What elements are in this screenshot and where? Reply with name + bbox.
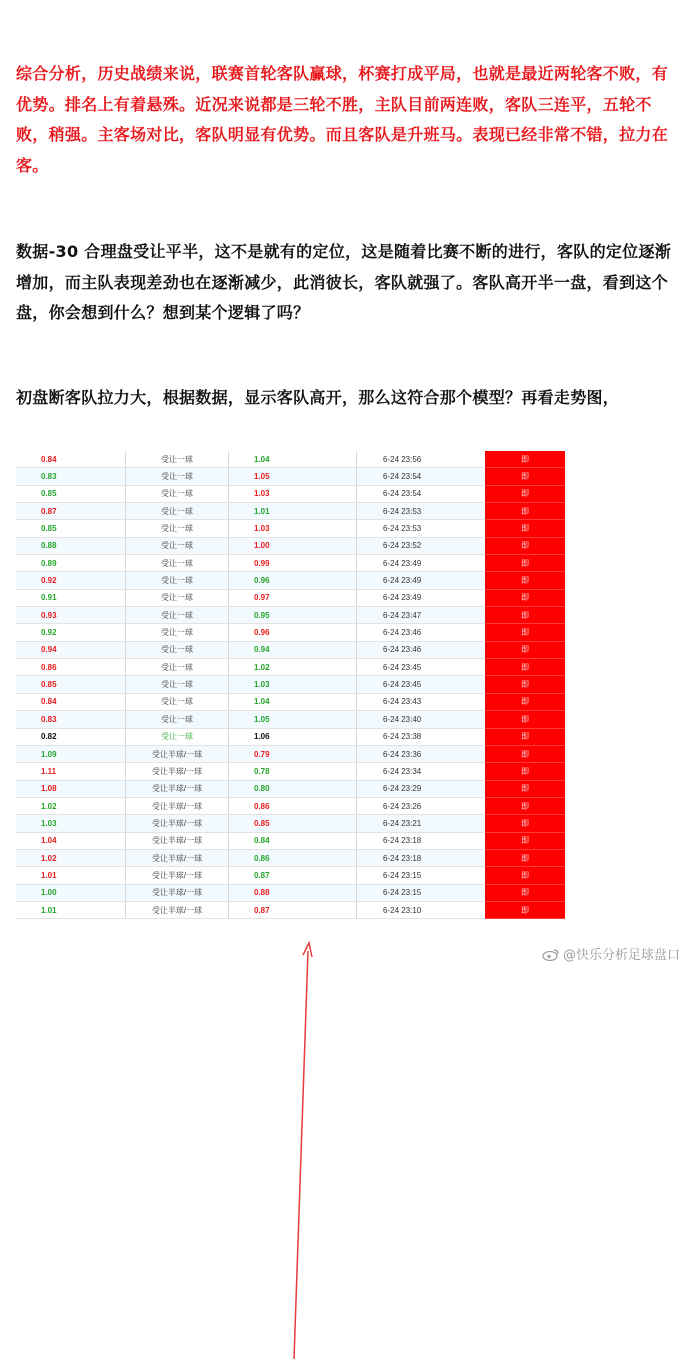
handicap-line-cell: 受让一球	[126, 641, 229, 658]
odds-row	[16, 815, 565, 832]
odds-row	[16, 728, 565, 745]
handicap-line-cell: 受让一球	[126, 468, 229, 485]
handicap-line-cell: 受让一球	[126, 728, 229, 745]
away-odds-cell: 0.78	[229, 763, 357, 780]
odds-row	[16, 867, 565, 884]
change-time-cell: 6-24 23:54	[357, 485, 486, 502]
odds-table	[16, 451, 565, 919]
odds-row	[16, 485, 565, 502]
odds-row	[16, 693, 565, 710]
change-time-cell: 6-24 23:49	[357, 589, 486, 606]
away-odds-cell: 0.99	[229, 555, 357, 572]
away-odds-cell: 0.94	[229, 641, 357, 658]
handicap-line-cell: 受让一球	[126, 555, 229, 572]
home-odds-cell: 1.04	[16, 832, 126, 849]
instant-status-cell: 即	[485, 676, 565, 693]
instant-status-cell: 即	[485, 520, 565, 537]
instant-status-cell: 即	[485, 659, 565, 676]
odds-row	[16, 589, 565, 606]
home-odds-cell: 0.85	[16, 676, 126, 693]
instant-status-cell: 即	[485, 624, 565, 641]
away-odds-cell: 0.96	[229, 572, 357, 589]
change-time-cell: 6-24 23:53	[357, 520, 486, 537]
away-odds-cell: 1.06	[229, 728, 357, 745]
instant-status-cell: 即	[485, 797, 565, 814]
home-odds-cell: 0.91	[16, 589, 126, 606]
handicap-line-cell: 受让一球	[126, 485, 229, 502]
odds-row	[16, 555, 565, 572]
handicap-line-cell: 受让一球	[126, 659, 229, 676]
trend-arrow-icon	[286, 921, 326, 1361]
odds-row	[16, 763, 565, 780]
change-time-cell: 6-24 23:53	[357, 503, 486, 520]
home-odds-cell: 0.92	[16, 624, 126, 641]
home-odds-cell: 0.93	[16, 607, 126, 624]
home-odds-cell: 1.08	[16, 780, 126, 797]
analysis-paragraph-trend: 初盘断客队拉力大，根据数据，显示客队高开，那么这符合那个模型？再看走势图，	[16, 388, 620, 407]
instant-status-cell: 即	[485, 728, 565, 745]
home-odds-cell: 1.02	[16, 849, 126, 866]
home-odds-cell: 1.11	[16, 763, 126, 780]
change-time-cell: 6-24 23:15	[357, 867, 486, 884]
odds-row	[16, 901, 565, 918]
instant-status-cell: 即	[485, 641, 565, 658]
handicap-line-cell: 受让半球/一球	[126, 797, 229, 814]
instant-status-cell: 即	[485, 589, 565, 606]
handicap-line-cell: 受让半球/一球	[126, 745, 229, 762]
change-time-cell: 6-24 23:18	[357, 849, 486, 866]
analysis-paragraph-summary: 综合分析，历史战绩来说，联赛首轮客队赢球，杯赛打成平局，也就是最近两轮客不败，有优势。排名上有着悬殊。近况来说都是三轮不胜，主队目前两连败，客队三连平，五轮不败，稍强。主客场对比，客队明显有优势。而且客队是升班马。表现已经非常不错，拉力在客。	[16, 64, 669, 175]
change-time-cell: 6-24 23:46	[357, 624, 486, 641]
odds-row	[16, 884, 565, 901]
odds-row	[16, 676, 565, 693]
handicap-line-cell: 受让一球	[126, 624, 229, 641]
instant-status-cell: 即	[485, 867, 565, 884]
away-odds-cell: 0.86	[229, 849, 357, 866]
away-odds-cell: 1.00	[229, 537, 357, 554]
change-time-cell: 6-24 23:26	[357, 797, 486, 814]
home-odds-cell: 0.84	[16, 451, 126, 468]
odds-row	[16, 624, 565, 641]
handicap-line-cell: 受让一球	[126, 572, 229, 589]
odds-row	[16, 659, 565, 676]
change-time-cell: 6-24 23:46	[357, 641, 486, 658]
odds-row	[16, 607, 565, 624]
instant-status-cell: 即	[485, 572, 565, 589]
handicap-line-cell: 受让半球/一球	[126, 832, 229, 849]
home-odds-cell: 0.87	[16, 503, 126, 520]
odds-row	[16, 797, 565, 814]
away-odds-cell: 1.03	[229, 520, 357, 537]
change-time-cell: 6-24 23:29	[357, 780, 486, 797]
instant-status-cell: 即	[485, 884, 565, 901]
odds-row	[16, 711, 565, 728]
home-odds-cell: 0.85	[16, 520, 126, 537]
change-time-cell: 6-24 23:43	[357, 693, 486, 710]
home-odds-cell: 0.94	[16, 641, 126, 658]
home-odds-cell: 0.83	[16, 711, 126, 728]
away-odds-cell: 0.97	[229, 589, 357, 606]
instant-status-cell: 即	[485, 693, 565, 710]
handicap-line-cell: 受让半球/一球	[126, 780, 229, 797]
handicap-line-cell: 受让半球/一球	[126, 901, 229, 918]
odds-row	[16, 503, 565, 520]
odds-row	[16, 451, 565, 468]
home-odds-cell: 1.00	[16, 884, 126, 901]
watermark-text: @快乐分析足球盘口	[562, 948, 680, 963]
change-time-cell: 6-24 23:56	[357, 451, 486, 468]
instant-status-cell: 即	[485, 537, 565, 554]
odds-row	[16, 468, 565, 485]
home-odds-cell: 1.09	[16, 745, 126, 762]
home-odds-cell: 0.84	[16, 693, 126, 710]
handicap-line-cell: 受让半球/一球	[126, 763, 229, 780]
instant-status-cell: 即	[485, 901, 565, 918]
home-odds-cell: 0.89	[16, 555, 126, 572]
change-time-cell: 6-24 23:21	[357, 815, 486, 832]
away-odds-cell: 0.79	[229, 745, 357, 762]
handicap-line-cell: 受让半球/一球	[126, 849, 229, 866]
handicap-line-cell: 受让一球	[126, 503, 229, 520]
instant-status-cell: 即	[485, 607, 565, 624]
instant-status-cell: 即	[485, 849, 565, 866]
odds-trend-screenshot	[16, 451, 529, 920]
away-odds-cell: 0.96	[229, 624, 357, 641]
away-odds-cell: 0.88	[229, 884, 357, 901]
home-odds-cell: 0.86	[16, 659, 126, 676]
change-time-cell: 6-24 23:52	[357, 537, 486, 554]
change-time-cell: 6-24 23:38	[357, 728, 486, 745]
odds-row	[16, 849, 565, 866]
odds-row	[16, 745, 565, 762]
away-odds-cell: 0.86	[229, 797, 357, 814]
analysis-paragraph-data: 数据-30 合理盘受让平半，这不是就有的定位，这是随着比赛不断的进行，客队的定位逐渐增加，而主队表现差劲也在逐渐减少，此消彼长，客队就强了。客队高开半一盘，看到这个盘，你会想到什么？想到某个逻辑了吗？	[16, 242, 672, 322]
away-odds-cell: 1.03	[229, 676, 357, 693]
handicap-line-cell: 受让一球	[126, 676, 229, 693]
change-time-cell: 6-24 23:36	[357, 745, 486, 762]
away-odds-cell: 0.87	[229, 901, 357, 918]
instant-status-cell: 即	[485, 745, 565, 762]
change-time-cell: 6-24 23:45	[357, 676, 486, 693]
change-time-cell: 6-24 23:49	[357, 555, 486, 572]
change-time-cell: 6-24 23:15	[357, 884, 486, 901]
away-odds-cell: 0.85	[229, 815, 357, 832]
instant-status-cell: 即	[485, 711, 565, 728]
away-odds-cell: 1.04	[229, 451, 357, 468]
instant-status-cell: 即	[485, 468, 565, 485]
handicap-line-cell: 受让一球	[126, 711, 229, 728]
home-odds-cell: 1.03	[16, 815, 126, 832]
instant-status-cell: 即	[485, 815, 565, 832]
instant-status-cell: 即	[485, 763, 565, 780]
change-time-cell: 6-24 23:34	[357, 763, 486, 780]
away-odds-cell: 0.87	[229, 867, 357, 884]
instant-status-cell: 即	[485, 780, 565, 797]
handicap-line-cell: 受让一球	[126, 451, 229, 468]
change-time-cell: 6-24 23:18	[357, 832, 486, 849]
weibo-icon	[542, 948, 560, 961]
change-time-cell: 6-24 23:45	[357, 659, 486, 676]
home-odds-cell: 0.83	[16, 468, 126, 485]
instant-status-cell: 即	[485, 832, 565, 849]
handicap-line-cell: 受让一球	[126, 589, 229, 606]
handicap-line-cell: 受让半球/一球	[126, 867, 229, 884]
odds-row	[16, 832, 565, 849]
instant-status-cell: 即	[485, 485, 565, 502]
odds-row	[16, 572, 565, 589]
away-odds-cell: 1.01	[229, 503, 357, 520]
handicap-line-cell: 受让半球/一球	[126, 884, 229, 901]
handicap-line-cell: 受让一球	[126, 693, 229, 710]
change-time-cell: 6-24 23:40	[357, 711, 486, 728]
handicap-line-cell: 受让一球	[126, 607, 229, 624]
instant-status-cell: 即	[485, 555, 565, 572]
away-odds-cell: 0.95	[229, 607, 357, 624]
handicap-line-cell: 受让半球/一球	[126, 815, 229, 832]
away-odds-cell: 0.80	[229, 780, 357, 797]
handicap-line-cell: 受让一球	[126, 537, 229, 554]
away-odds-cell: 1.03	[229, 485, 357, 502]
change-time-cell: 6-24 23:49	[357, 572, 486, 589]
odds-row	[16, 641, 565, 658]
handicap-line-cell: 受让一球	[126, 520, 229, 537]
odds-row	[16, 780, 565, 797]
home-odds-cell: 0.88	[16, 537, 126, 554]
home-odds-cell: 0.92	[16, 572, 126, 589]
home-odds-cell: 1.01	[16, 901, 126, 918]
away-odds-cell: 0.84	[229, 832, 357, 849]
change-time-cell: 6-24 23:54	[357, 468, 486, 485]
away-odds-cell: 1.04	[229, 693, 357, 710]
change-time-cell: 6-24 23:10	[357, 901, 486, 918]
home-odds-cell: 0.82	[16, 728, 126, 745]
home-odds-cell: 1.02	[16, 797, 126, 814]
instant-status-cell: 即	[485, 503, 565, 520]
instant-status-cell: 即	[485, 451, 565, 468]
odds-table-body	[16, 451, 565, 919]
home-odds-cell: 1.01	[16, 867, 126, 884]
away-odds-cell: 1.02	[229, 659, 357, 676]
watermark	[542, 944, 680, 963]
home-odds-cell: 0.85	[16, 485, 126, 502]
odds-row	[16, 520, 565, 537]
change-time-cell: 6-24 23:47	[357, 607, 486, 624]
odds-row	[16, 537, 565, 554]
away-odds-cell: 1.05	[229, 468, 357, 485]
away-odds-cell: 1.05	[229, 711, 357, 728]
